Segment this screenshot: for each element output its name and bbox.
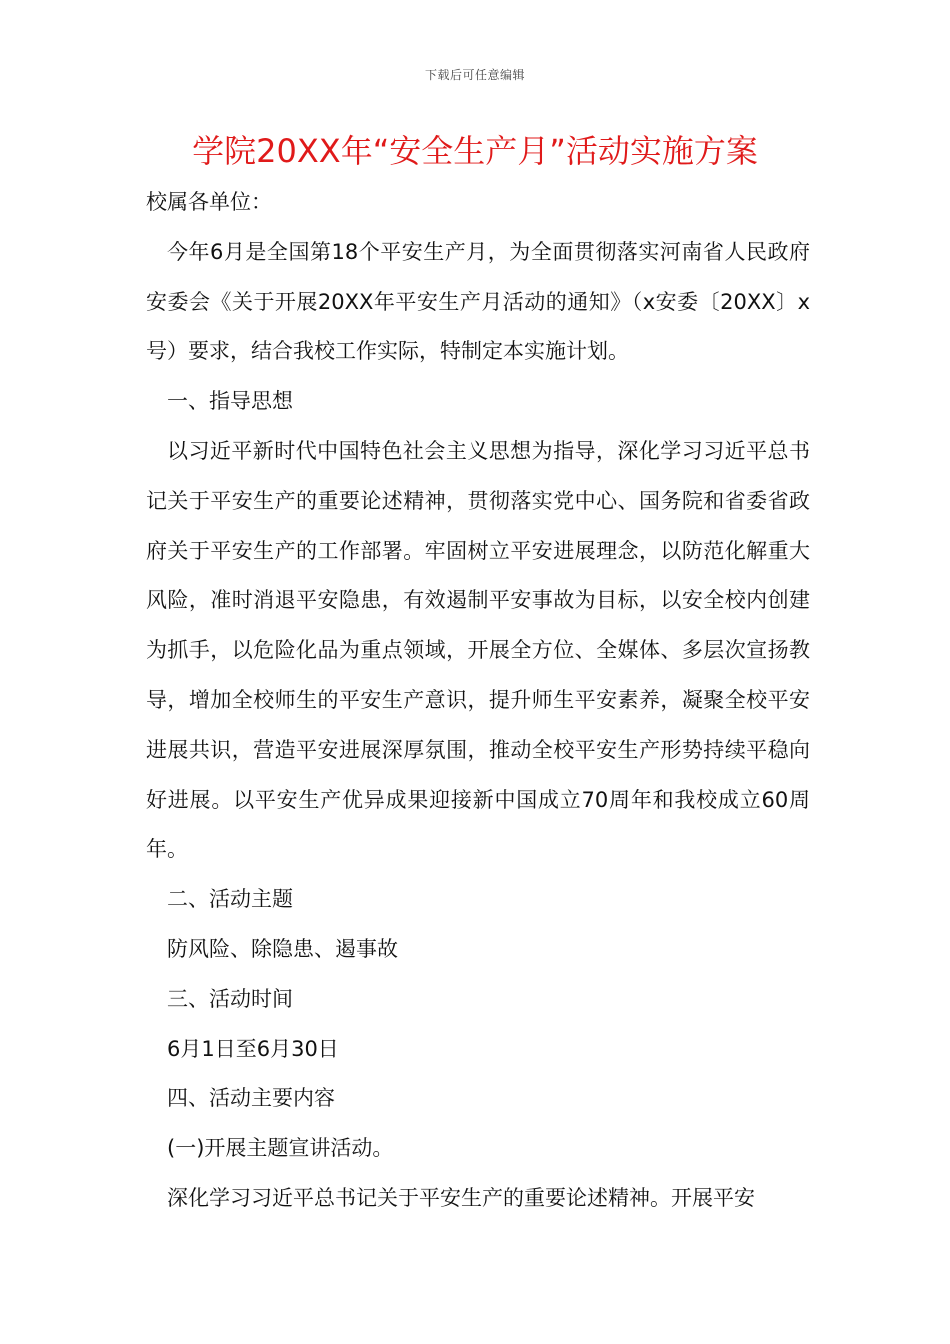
header-note: 下载后可任意编辑 xyxy=(424,68,525,82)
activity-time-text: 6月1日至6月30日 xyxy=(167,1036,339,1061)
section-heading-activity-theme: 二、活动主题 xyxy=(167,887,293,912)
activity-theme-text: 防风险、除隐患、遏事故 xyxy=(167,936,398,961)
salutation: 校属各单位： xyxy=(146,190,272,214)
subsection-paragraph-1: 深化学习习近平总书记关于平安生产的重要论述精神。开展平安 xyxy=(167,1185,755,1210)
document-body xyxy=(146,178,810,1224)
subsection-heading-1: (一)开展主题宣讲活动。 xyxy=(167,1136,394,1161)
section-heading-main-content: 四、活动主要内容 xyxy=(167,1086,335,1111)
intro-paragraph: 今年6月是全国第18个平安生产月，为全面贯彻落实河南省人民政府安委会《关于开展20XX年平安生产月活动的通知》（x安委〔20XX〕x号）要求，结合我校工作实际，特制定本实施计划。 xyxy=(146,239,810,364)
document-title: 学院20XX年“安全生产月”活动实施方案 xyxy=(192,132,758,170)
section-heading-guiding-ideology: 一、指导思想 xyxy=(167,389,293,414)
section-heading-activity-time: 三、活动时间 xyxy=(167,986,293,1011)
guiding-ideology-paragraph: 以习近平新时代中国特色社会主义思想为指导，深化学习习近平总书记关于平安生产的重要论述精神，贯彻落实党中心、国务院和省委省政府关于平安生产的工作部署。牢固树立平安进展理念，以防范化解重大风险，准时消退平安隐患，有效遏制平安事故为目标，以安全校内创建为抓手，以危险化品为重点领域，开展全方位、全媒体、多层次宣扬教导，增加全校师生的平安生产意识，提升师生平安素养，凝聚全校平安进展共识，营造平安进展深厚氛围，推动全校平安生产形势持续平稳向好进展。以平安生产优异成果迎接新中国成立70周年和我校成立60周年。 xyxy=(146,438,810,862)
